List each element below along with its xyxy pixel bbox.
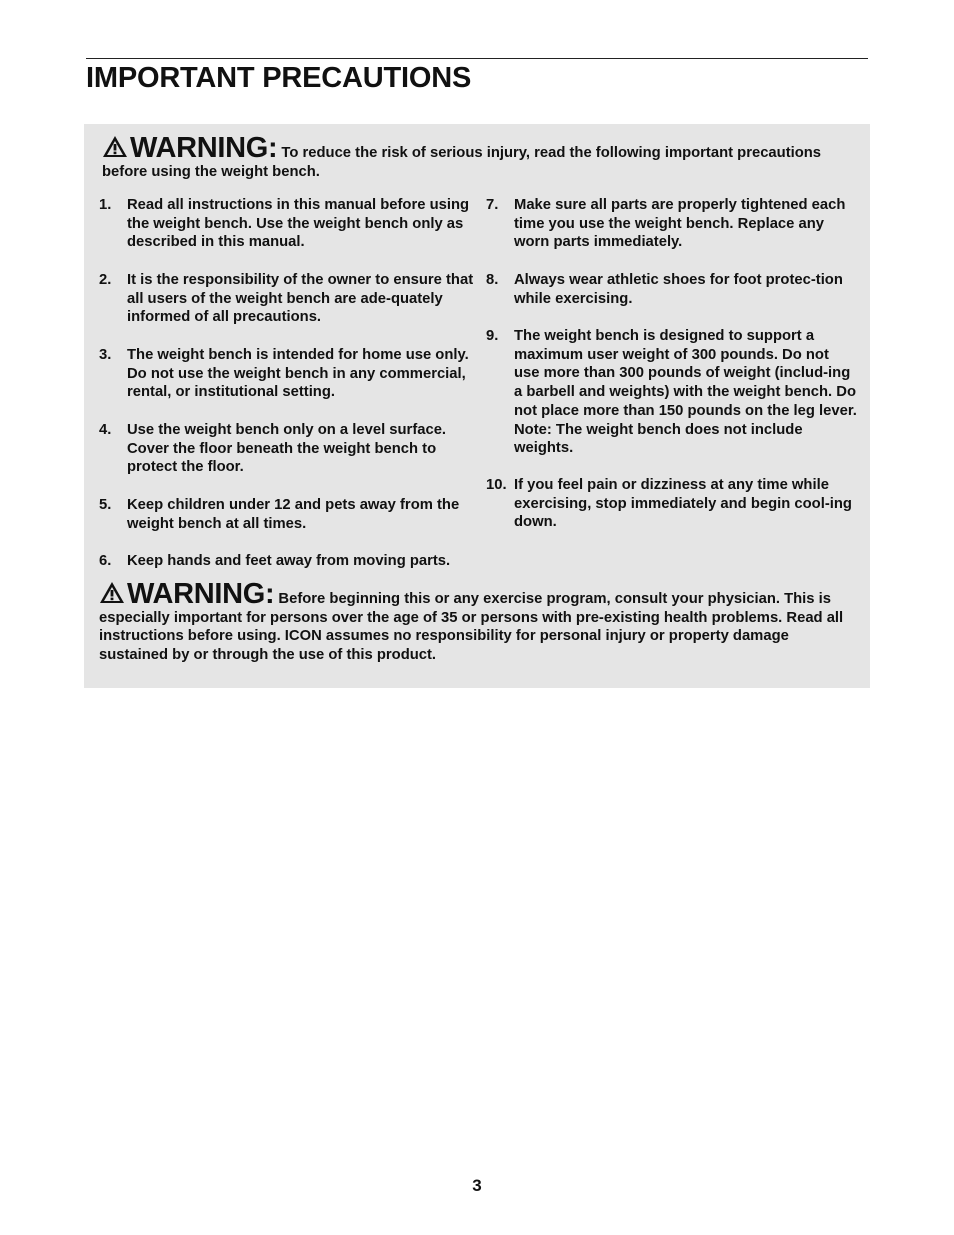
precaution-text: Always wear athletic shoes for foot protec-tion while exercising. bbox=[514, 272, 843, 307]
precaution-text: Make sure all parts are properly tightened each time you use the weight bench. Replace any worn parts immediately. bbox=[514, 197, 846, 251]
precaution-item bbox=[486, 476, 858, 532]
warning-2 bbox=[99, 578, 859, 665]
precaution-item bbox=[99, 271, 474, 346]
precaution-item bbox=[99, 496, 474, 552]
precaution-number: 9. bbox=[486, 328, 499, 344]
precaution-text: The weight bench is intended for home use only. Do not use the weight bench in any commercial, rental, or institutional setting. bbox=[127, 347, 469, 401]
precaution-number: 8. bbox=[486, 272, 499, 288]
top-rule bbox=[86, 58, 868, 59]
precaution-text: Use the weight bench only on a level surface. Cover the floor beneath the weight bench to protect the floor. bbox=[127, 422, 447, 476]
precaution-item bbox=[99, 421, 474, 496]
warning-label: WARNING: bbox=[127, 578, 275, 610]
precaution-text: It is the responsibility of the owner to ensure that all users of the weight bench are ade-quately informed of all precautions. bbox=[127, 272, 474, 326]
precaution-item bbox=[99, 552, 474, 571]
warning-1 bbox=[102, 132, 862, 181]
precaution-number: 2. bbox=[99, 272, 112, 288]
precaution-number: 1. bbox=[99, 197, 112, 213]
precaution-number: 3. bbox=[99, 347, 112, 363]
precautions-panel bbox=[84, 124, 870, 688]
precautions-left-column bbox=[99, 196, 474, 571]
precaution-number: 10. bbox=[486, 477, 507, 493]
precaution-text: The weight bench is designed to support a maximum user weight of 300 pounds. Do not use more than 300 pounds of weight (includ-ing a barbell and weights) with the weight bench. Do not place more than 150 pounds on the leg lever. Note: The weight bench does not include weights. bbox=[514, 328, 857, 457]
page-number: 3 bbox=[472, 1176, 482, 1195]
precautions-right-column bbox=[486, 196, 858, 532]
precaution-number: 6. bbox=[99, 553, 112, 569]
page-title: IMPORTANT PRECAUTIONS bbox=[86, 62, 472, 94]
precaution-number: 4. bbox=[99, 422, 112, 438]
precaution-item bbox=[486, 327, 858, 476]
precaution-item bbox=[99, 346, 474, 421]
precaution-text: If you feel pain or dizziness at any time while exercising, stop immediately and begin cool-ing down. bbox=[514, 477, 852, 531]
precaution-number: 5. bbox=[99, 497, 112, 513]
precaution-item bbox=[486, 196, 858, 271]
warning-triangle-icon bbox=[102, 135, 128, 158]
precaution-text: Read all instructions in this manual before using the weight bench. Use the weight bench only as described in this manual. bbox=[127, 197, 470, 251]
precaution-item bbox=[486, 271, 858, 327]
precaution-number: 7. bbox=[486, 197, 499, 213]
warning-label: WARNING: bbox=[130, 132, 278, 164]
warning-2-text: Before beginning this or any exercise program, consult your physician. This is especially important for persons over the age of 35 or persons with pre-existing health problems. Read all instructions before using. ICON assumes no responsibility for personal injury or property damage sustained by or through the use of this product. bbox=[99, 591, 844, 664]
precaution-item bbox=[99, 196, 474, 271]
warning-1-text: To reduce the risk of serious injury, read the following important precautions before using the weight bench. bbox=[102, 145, 822, 180]
warning-triangle-icon bbox=[99, 581, 125, 604]
precaution-text: Keep hands and feet away from moving parts. bbox=[127, 553, 451, 569]
precaution-text: Keep children under 12 and pets away from the weight bench at all times. bbox=[127, 497, 460, 532]
